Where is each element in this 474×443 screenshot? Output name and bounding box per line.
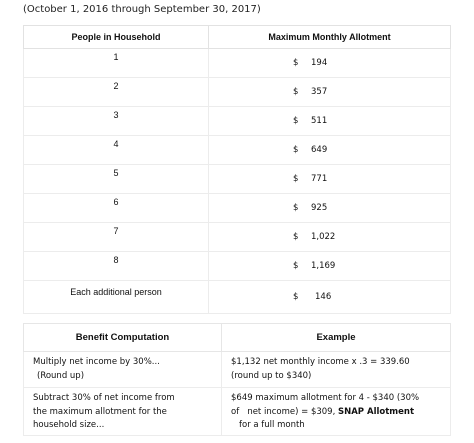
- table-row: [24, 194, 451, 223]
- currency-symbol: $: [293, 58, 299, 68]
- allotment-amount: 194: [311, 58, 328, 68]
- computation-text: household size...: [33, 420, 105, 430]
- allotment-amount: 649: [311, 145, 328, 155]
- table-row: [24, 388, 451, 436]
- allotment-amount: 925: [311, 203, 328, 213]
- allotment-cell: [209, 165, 451, 194]
- people-cell: 1: [24, 49, 209, 78]
- table-row: [24, 281, 451, 314]
- people-cell: 2: [24, 78, 209, 107]
- computation-cell: [24, 352, 222, 388]
- allotment-cell: [209, 194, 451, 223]
- example-text: for a full month: [239, 420, 305, 430]
- computation-text: Multiply net income by 30%...: [33, 357, 160, 367]
- allotment-cell: [209, 281, 451, 314]
- example-text: $649 maximum allotment for 4 - $340 (30%: [231, 393, 420, 403]
- currency-symbol: $: [293, 292, 299, 302]
- example-cell: [222, 388, 451, 436]
- allotment-cell: [209, 136, 451, 165]
- allotment-amount: 1,169: [311, 261, 336, 271]
- allotment-cell: [209, 78, 451, 107]
- currency-symbol: $: [293, 116, 299, 126]
- currency-symbol: $: [293, 261, 299, 271]
- currency-symbol: $: [293, 145, 299, 155]
- table-row: [24, 49, 451, 78]
- allotment-amount: 771: [311, 174, 328, 184]
- people-cell: 6: [24, 194, 209, 223]
- people-cell: 3: [24, 107, 209, 136]
- people-cell: 5: [24, 165, 209, 194]
- allotment-amount: 1,022: [311, 232, 336, 242]
- example-text: [231, 406, 444, 420]
- allotment-header-row: [24, 26, 451, 49]
- allotment-amount: 511: [311, 116, 328, 126]
- snap-allotment-label: SNAP Allotment: [337, 406, 415, 417]
- computation-text: Subtract 30% of net income from: [33, 393, 175, 403]
- benefit-computation-table: [23, 323, 451, 436]
- table-row: [24, 352, 451, 388]
- header-people: People in Household: [24, 26, 209, 49]
- people-cell: Each additional person: [24, 281, 209, 314]
- people-cell: 4: [24, 136, 209, 165]
- currency-symbol: $: [293, 203, 299, 213]
- allotment-amount: 357: [311, 87, 328, 97]
- table-row: [24, 107, 451, 136]
- allotment-cell: [209, 49, 451, 78]
- table-row: [24, 165, 451, 194]
- allotment-cell: [209, 223, 451, 252]
- computation-text: the maximum allotment for the: [33, 406, 167, 417]
- people-cell: 7: [24, 223, 209, 252]
- currency-symbol: $: [293, 232, 299, 242]
- table-row: [24, 223, 451, 252]
- people-cell: 8: [24, 252, 209, 281]
- allotment-amount: 146: [315, 292, 332, 302]
- example-cell: [222, 352, 451, 388]
- computation-text: (Round up): [37, 370, 85, 381]
- table-row: [24, 136, 451, 165]
- computation-cell: [24, 388, 222, 436]
- header-benefit-computation: Benefit Computation: [24, 324, 222, 352]
- allotment-cell: [209, 252, 451, 281]
- allotment-cell: [209, 107, 451, 136]
- example-text: (round up to $340): [231, 370, 312, 381]
- example-text: net income) = $309,: [247, 406, 338, 417]
- example-text: $1,132 net monthly income x .3 = 339.60: [231, 357, 410, 367]
- header-allotment: Maximum Monthly Allotment: [209, 26, 451, 49]
- allotment-table: [23, 25, 451, 314]
- page-subtitle: (October 1, 2016 through September 30, 2017): [23, 4, 261, 15]
- table-row: [24, 252, 451, 281]
- currency-symbol: $: [293, 87, 299, 97]
- currency-symbol: $: [293, 174, 299, 184]
- benefit-header-row: [24, 324, 451, 352]
- header-example: Example: [222, 324, 451, 352]
- example-text: of: [231, 406, 240, 417]
- table-row: [24, 78, 451, 107]
